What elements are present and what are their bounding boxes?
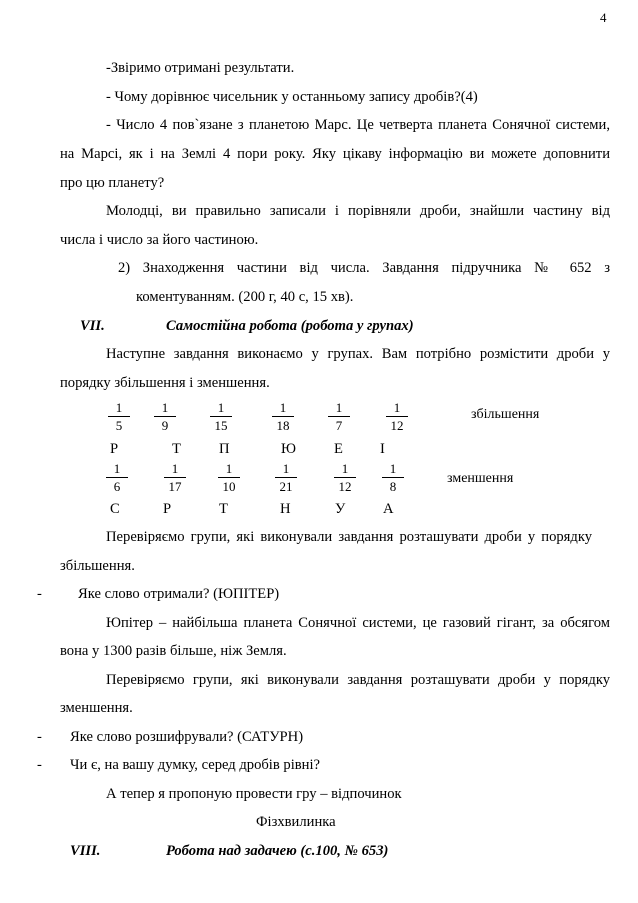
fraction: 1 5 bbox=[108, 401, 130, 432]
cipher-letter: Т bbox=[219, 501, 228, 517]
dash-marker: - bbox=[37, 757, 42, 773]
text-line: - Число 4 пов`язане з планетою Марс. Це четверта планета Сонячної системи, bbox=[106, 117, 610, 133]
page-number: 4 bbox=[600, 10, 607, 25]
text-line: Яке слово розшифрували? (САТУРН) bbox=[70, 729, 304, 745]
cipher-letter: Ю bbox=[281, 441, 296, 457]
text-line: Фізхвилинка bbox=[256, 814, 336, 830]
fraction: 1 12 bbox=[334, 462, 356, 493]
cipher-letter: П bbox=[219, 441, 230, 457]
fraction: 1 17 bbox=[164, 462, 186, 493]
label-decrease: зменшення bbox=[447, 471, 514, 486]
fraction: 1 6 bbox=[106, 462, 128, 493]
text-line: Перевіряємо групи, які виконували завдання розташувати дроби у порядку bbox=[106, 672, 610, 688]
fraction: 1 15 bbox=[210, 401, 232, 432]
text-line: Наступне завдання виконаємо у групах. Вам потрібно розмістити дроби у bbox=[106, 346, 610, 362]
text-line: -Звіримо отримані результати. bbox=[106, 60, 295, 76]
fraction: 1 12 bbox=[386, 401, 408, 432]
fraction: 1 10 bbox=[218, 462, 240, 493]
cipher-letter: Р bbox=[110, 441, 119, 457]
cipher-letter: У bbox=[335, 501, 346, 517]
section-title: Робота над задачею (с.100, № 653) bbox=[166, 843, 389, 859]
text-line: на Марсі, як і на Землі 4 пори року. Яку цікаву інформацію ви можете доповнити bbox=[60, 146, 610, 162]
text-line: зменшення. bbox=[60, 700, 133, 716]
dash-marker: - bbox=[37, 729, 42, 745]
fraction: 1 18 bbox=[272, 401, 294, 432]
text-line: Молодці, ви правильно записали і порівняли дроби, знайшли частину від bbox=[106, 203, 610, 219]
text-line: числа і число за його частиною. bbox=[60, 232, 259, 248]
cipher-letter: А bbox=[383, 501, 394, 517]
cipher-letter: Т bbox=[172, 441, 181, 457]
text-line: А тепер я пропоную провести гру – відпочинок bbox=[106, 786, 402, 802]
section-number: VII. bbox=[80, 318, 105, 334]
cipher-letter: Н bbox=[280, 501, 291, 517]
fraction: 1 9 bbox=[154, 401, 176, 432]
section-title: Самостійна робота (робота у групах) bbox=[166, 318, 414, 334]
section-number: VIII. bbox=[70, 843, 101, 859]
text-line: Юпітер – найбільша планета Сонячної системи, це газовий гігант, за обсягом bbox=[106, 615, 610, 631]
text-line: Чи є, на вашу думку, серед дробів рівні? bbox=[70, 757, 320, 773]
dash-marker: - bbox=[37, 586, 42, 602]
text-line: 2) Знаходження частини від числа. Завдання підручника № 652 з bbox=[118, 260, 610, 276]
cipher-letter: Е bbox=[334, 441, 343, 457]
text-line: Яке слово отримали? (ЮПІТЕР) bbox=[78, 586, 280, 602]
fraction: 1 21 bbox=[275, 462, 297, 493]
cipher-letter: І bbox=[380, 441, 385, 457]
label-increase: збільшення bbox=[471, 407, 540, 422]
cipher-letter: Р bbox=[163, 501, 172, 517]
fraction: 1 7 bbox=[328, 401, 350, 432]
cipher-letter: С bbox=[110, 501, 120, 517]
text-line: порядку збільшення і зменшення. bbox=[60, 375, 270, 391]
text-line: - Чому дорівнює чисельник у останньому запису дробів?(4) bbox=[106, 89, 478, 105]
fraction: 1 8 bbox=[382, 462, 404, 493]
text-line: коментуванням. (200 г, 40 с, 15 хв). bbox=[136, 289, 354, 305]
text-line: про цю планету? bbox=[60, 175, 165, 191]
text-line: збільшення. bbox=[60, 558, 135, 574]
text-line: вона у 1300 разів більше, ніж Земля. bbox=[60, 643, 287, 659]
text-line: Перевіряємо групи, які виконували завдання розташувати дроби у порядку bbox=[106, 529, 592, 545]
